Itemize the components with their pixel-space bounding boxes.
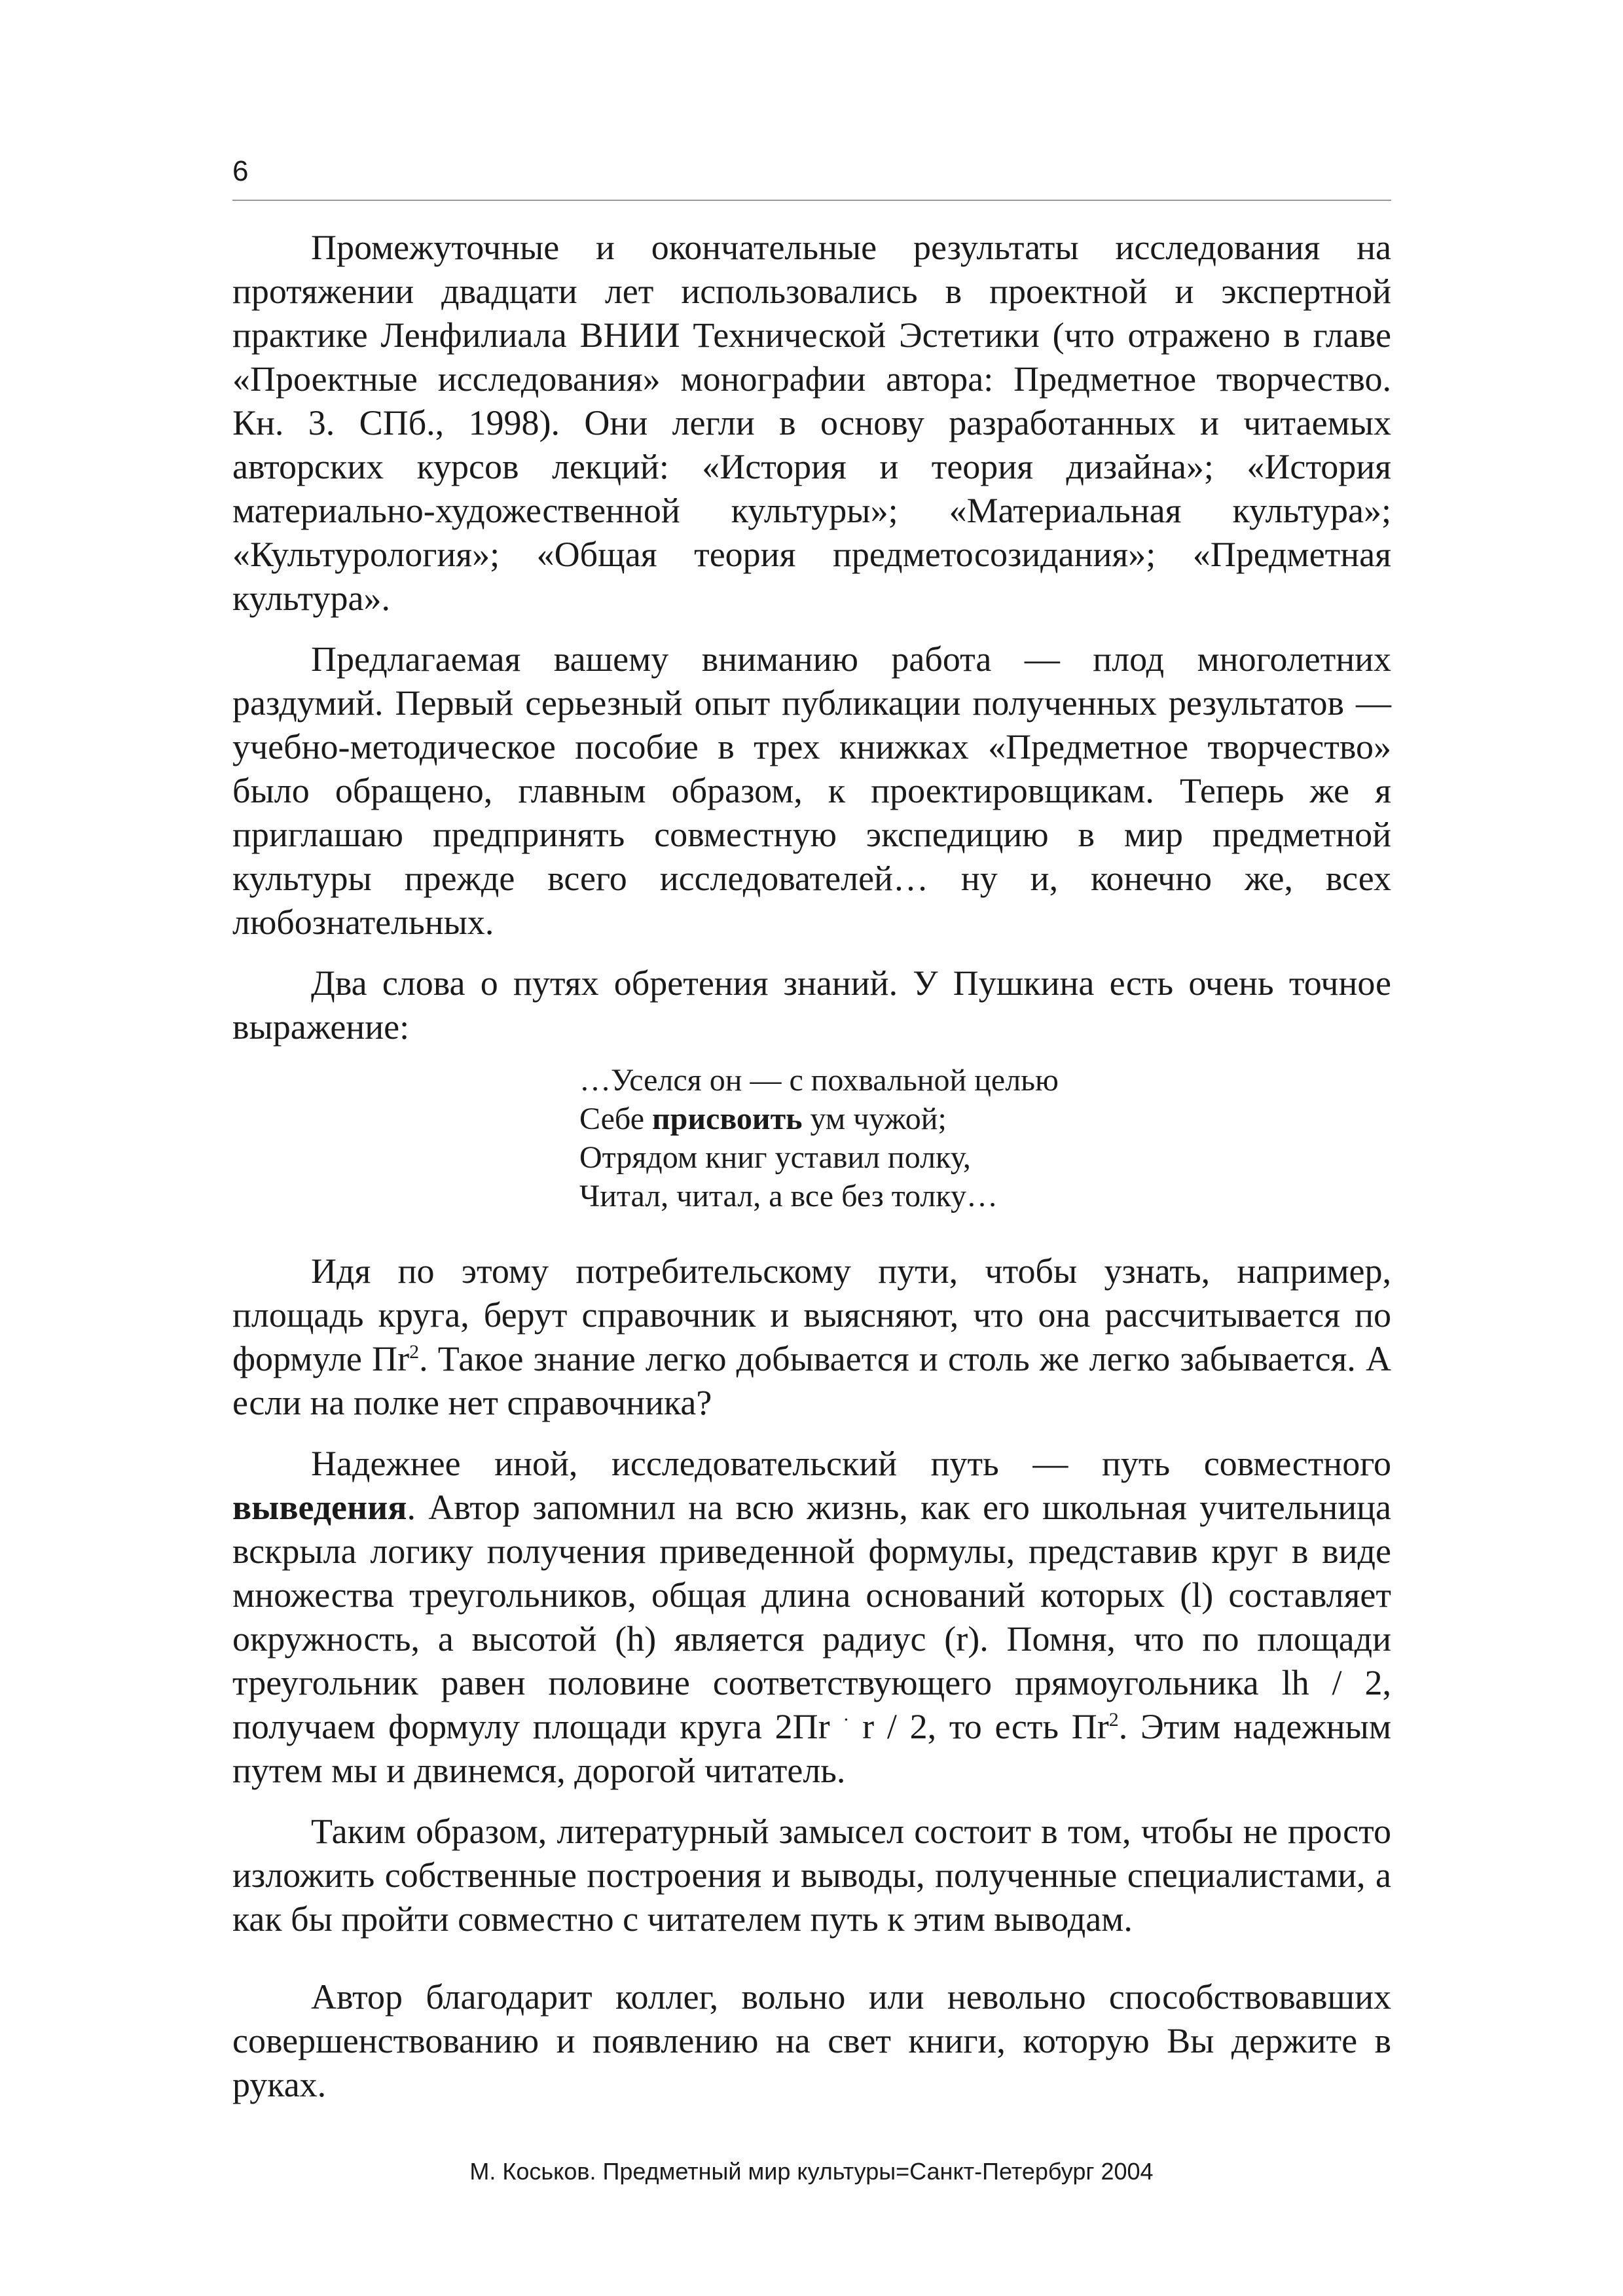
poem-line-2-end: ум чужой; <box>802 1102 947 1136</box>
paragraph-5-bold: выведения <box>232 1488 407 1527</box>
poem-quote <box>579 1061 1391 1215</box>
paragraph-4 <box>232 1249 1391 1425</box>
body-text <box>232 226 1391 2107</box>
paragraph-6: Таким образом, литературный замысел состоит в том, чтобы не просто изложить собственные построения и выводы, полученные специалистами, а как бы пройти совместно с читателем путь к этим выводам. <box>232 1812 1391 1939</box>
poem-line-2 <box>579 1100 1391 1138</box>
paragraph-5-dot: · <box>843 1709 850 1731</box>
paragraph-7: Автор благодарит коллег, вольно или невольно способствовавших совершенствованию и появлению на свет книги, которую Вы держите в руках. <box>232 1977 1391 2104</box>
poem-line-3: Отрядом книг уставил полку, <box>579 1140 971 1175</box>
poem-line-4: Читал, читал, а все без толку… <box>579 1179 998 1213</box>
poem-line-1: …Уселся он — с похвальной целью <box>579 1063 1059 1098</box>
paragraph-4-start: Идя по этому потребительскому пути, чтобы узнать, например, площадь круга, берут справочник и выясняют, что она рассчитывается по формуле Пr <box>232 1251 1391 1378</box>
paragraph-3: Два слова о путях обретения знаний. У Пушкина есть очень точное выражение: <box>232 963 1391 1047</box>
paragraph-5-superscript: 2 <box>1108 1709 1119 1731</box>
paragraph-5-middle-2: r / 2, то есть Пr <box>862 1707 1109 1746</box>
footer-citation: М. Коськов. Предметный мир культуры=Санкт-Петербург 2004 <box>469 2158 1154 2185</box>
paragraph-2: Предлагаемая вашему вниманию работа — плод многолетних раздумий. Первый серьезный опыт публикации полученных результатов — учебно-методическое пособие в трех книжках «Предметное творчество» было обращено, главным образом, к проектировщикам. Теперь же я приглашаю предпринять совместную экспедицию в мир предметной культуры прежде всего исследователей… ну и, конечно же, всех любознательных. <box>232 639 1391 942</box>
paragraph-5-middle: . Автор запомнил на всю жизнь, как его школьная учительница вскрыла логику получения приведенной формулы, представив круг в виде множества треугольников, общая длина оснований которых (l) составляет окружность, а высотой (h) является радиус (r). Помня, что по площади треугольник равен половине соответствующего прямоугольника lh / 2, получаем формулу площади круга 2Пr <box>232 1488 1391 1746</box>
poem-line-2-start: Себе <box>579 1102 652 1136</box>
paragraph-5 <box>232 1442 1391 1793</box>
paragraph-1: Промежуточные и окончательные результаты исследования на протяжении двадцати лет использовались в проектной и экспертной практике Ленфилиала ВНИИ Технической Эстетики (что отражено в главе «Проектные исследования» монографии автора: Предметное творчество. Кн. 3. СПб., 1998). Они легли в основу разработанных и читаемых авторских курсов лекций: «История и теория дизайна»; «История материально-художественной культуры»; «Материальная культура»; «Культурология»; «Общая теория предметосозидания»; «Предметная культура». <box>232 228 1391 618</box>
paragraph-5-end: . Этим надежным путем мы и двинемся, дорогой читатель. <box>232 1707 1392 1790</box>
page-number: 6 <box>232 155 249 187</box>
header-rule <box>232 200 1391 201</box>
paragraph-4-superscript: 2 <box>409 1341 420 1363</box>
poem-line-2-bold: присвоить <box>652 1102 803 1136</box>
paragraph-4-end: . Такое знание легко добывается и столь же легко забывается. А если на полке нет справочника? <box>232 1339 1391 1422</box>
paragraph-5-start: Надежнее иной, исследовательский путь — путь совместного <box>311 1444 1391 1483</box>
